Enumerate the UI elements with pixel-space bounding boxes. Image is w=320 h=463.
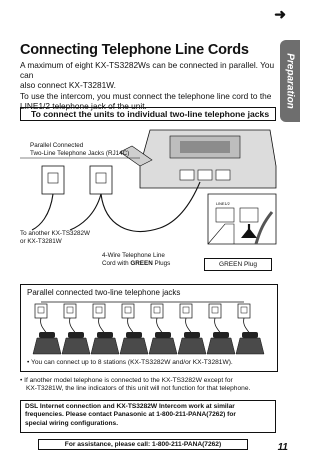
page-title: Connecting Telephone Line Cords [20,42,249,58]
jack-label: LINE1/2 [216,202,230,206]
another-unit-label-line: To another KX-TS3282W [20,230,91,237]
dsl-notice-line: DSL Internet connection and KX-TS3282W Intercom work at similar [25,403,235,410]
another-unit-label-line: or KX-T3281W [20,237,62,245]
handset-icon [97,332,113,338]
jack-socket-icon [212,307,218,313]
cord-label [102,252,170,267]
intro-line: LINE1/2 telephone jack of the unit. [20,100,147,111]
assistance-footer: For assistance, please call: 1-800-211-PANA(7262) [38,439,248,450]
jack-socket-icon [125,307,131,313]
cord-line [70,318,76,334]
intro-line: also connect KX-T3281W. [20,80,116,91]
handset-icon [155,332,171,338]
green-plug-label: GREEN Plug [204,258,272,271]
handset-icon [213,332,229,338]
line-jack-closeup [208,194,276,244]
jack-socket-icon [38,307,44,313]
wall-jacks-illustration [20,158,140,194]
another-unit-label [20,230,90,245]
cord-line [186,318,192,334]
instruction-banner: To connect the units to individual two-line telephone jacks [20,107,276,121]
base-unit-illustration [120,130,276,188]
dsl-notice-line: frequencies. Please contact Panasonic at 1-800-211-PANA(7262) for [25,411,236,419]
telephone-icon [120,338,148,354]
station-3 [91,304,119,354]
jack-socket-icon [67,307,73,313]
handset-icon [242,332,258,338]
jack-socket-icon [154,307,160,313]
cord-line [244,318,250,334]
cord-line [215,318,221,334]
section-tab-label: Preparation [284,53,296,109]
station-6 [178,304,206,354]
jack-socket-icon [96,307,102,313]
station-5 [149,304,177,354]
jacks-label [30,142,129,157]
cord-line [99,318,105,334]
station-chain-illustration [21,298,279,358]
telephone-icon [149,338,177,354]
handset-icon [68,332,84,338]
telephone-icon [178,338,206,354]
intro-line: To use the intercom, you must connect the telephone line cord to the [20,90,272,101]
telephone-icon [207,338,235,354]
cord-label-text: Cord with [102,259,131,267]
telephone-icon [91,338,119,354]
intro-paragraph [20,60,278,111]
telephone-icon [33,338,61,354]
handset-icon [126,332,142,338]
dsl-notice-line: special wiring configurations. [25,419,119,427]
jacks-label-line: Two-Line Telephone Jacks (RJ14C) [30,149,130,157]
page-number: 11 [277,442,288,453]
parallel-jacks-box [20,284,278,372]
station-1 [33,304,61,354]
cord-label-line [102,260,170,268]
green-emphasis: GREEN [130,259,153,267]
station-limit-note: • You can connect up to 8 stations (KX-TS3282W and/or KX-T3281W). [27,359,233,366]
compatibility-note [20,377,282,394]
telephone-icon [62,338,90,354]
section-tab [280,40,300,122]
connection-diagram [20,126,280,276]
next-page-arrow-icon: ➜ [274,6,286,22]
station-8 [236,304,264,354]
handset-icon [39,332,55,338]
compatibility-note-line: KX-T3281W, the line indicators of this unit will not function for that telephone. [26,385,251,393]
telephone-icon [236,338,264,354]
cord-label-text: Plugs [152,259,171,267]
handset-icon [184,332,200,338]
dsl-notice [20,400,276,433]
jacks-label-line: Parallel Connected [30,142,84,149]
jack-socket-icon [241,307,247,313]
parallel-jacks-title: Parallel connected two-line telephone jacks [27,288,181,297]
compatibility-note-line: • If another model telephone is connected to the KX-TS3282W except for [20,377,233,384]
cord-line [157,318,163,334]
intro-line: A maximum of eight KX-TS3282Ws can be connected in parallel. You can [20,60,275,81]
station-7 [207,304,235,354]
station-4 [120,304,148,354]
cord-label-line: 4-Wire Telephone Line [102,252,165,259]
cord-line [128,318,134,334]
cord-line [41,318,47,334]
station-2 [62,304,90,354]
jack-socket-icon [183,307,189,313]
